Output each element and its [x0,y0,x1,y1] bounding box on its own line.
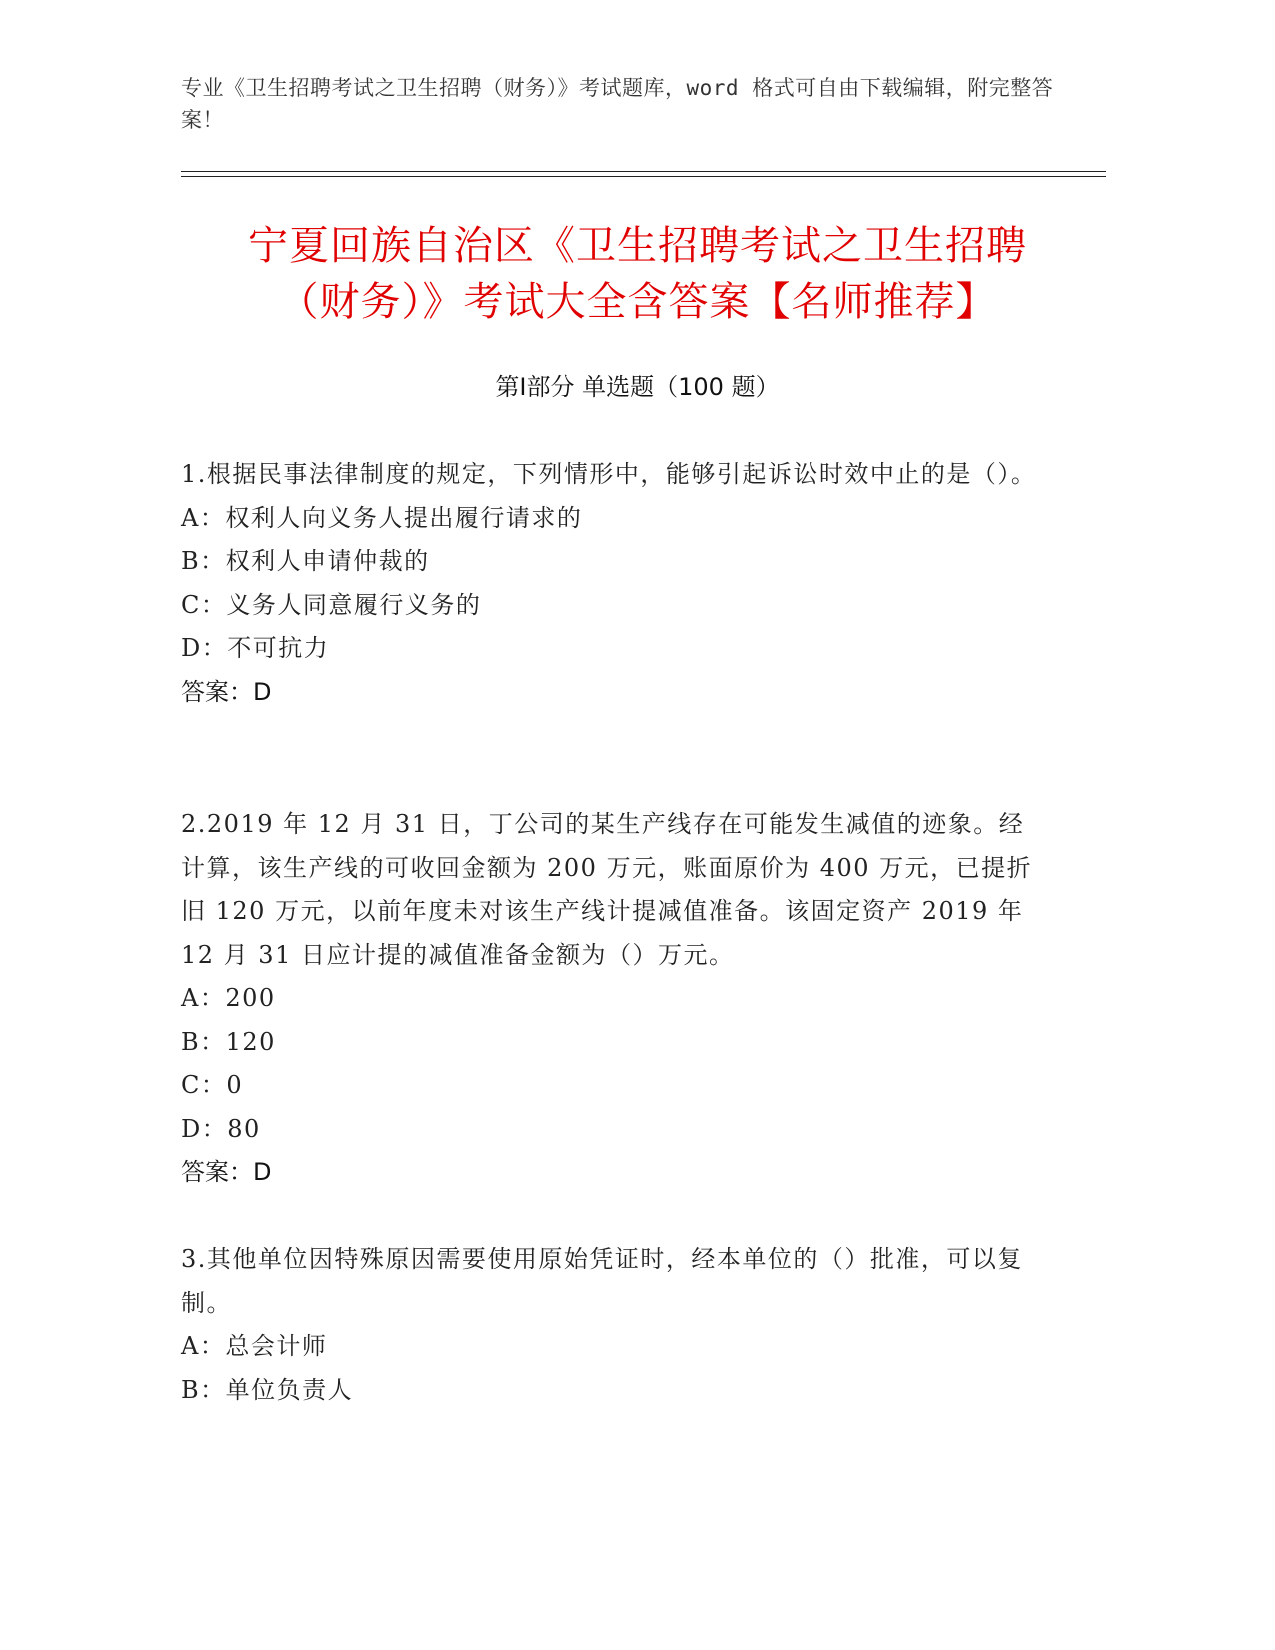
option-a: A：总会计师 [181,1332,328,1360]
option-b: B：单位负责人 [181,1375,354,1404]
header-divider-bottom [181,176,1106,177]
option-b: B：120 [181,1027,276,1056]
document-title-line-1: 宁夏回族自治区《卫生招聘考试之卫生招聘 [248,223,1027,269]
header-intro: 专业《卫生招聘考试之卫生招聘（财务）》考试题库，word 格式可自由下载编辑，附完整答案！ [181,76,1054,132]
question-stem: 2.2019 年 12 月 31 日，丁公司的某生产线存在可能发生减值的迹象。经计算，该生产线的可收回金额为 200 万元，账面原价为 400 万元，已提折旧 120 万元，以前年度未对该生产线计提减值准备。该固定资产 2019 年 12 月 31 日应计提的减值准备金额为（）万元。 [181,810,1033,969]
question-2 [181,803,1041,1195]
answer-line: 答案：D [181,677,272,706]
question-3 [181,1238,1041,1412]
section-heading: 第Ⅰ部分 单选题（100 题） [495,373,780,401]
question-stem: 1.根据民事法律制度的规定，下列情形中，能够引起诉讼时效中止的是（）。 [181,460,1037,488]
header-divider-top [181,171,1106,172]
option-d: D：不可抗力 [181,634,330,662]
document-title-line-2: （财务）》考试大全含答案【名师推荐】 [278,279,997,325]
answer-line: 答案：D [181,1158,272,1186]
option-c: C：义务人同意履行义务的 [181,590,482,619]
question-stem: 3.其他单位因特殊原因需要使用原始凭证时，经本单位的（）批准，可以复制。 [181,1245,1023,1317]
option-b: B：权利人申请仲裁的 [181,547,430,575]
document-title [150,218,1125,330]
option-c: C：0 [181,1071,244,1099]
question-1 [181,453,1041,714]
option-d: D：80 [181,1114,261,1143]
option-a: A：200 [181,984,276,1012]
option-a: A：权利人向义务人提出履行请求的 [181,503,583,532]
